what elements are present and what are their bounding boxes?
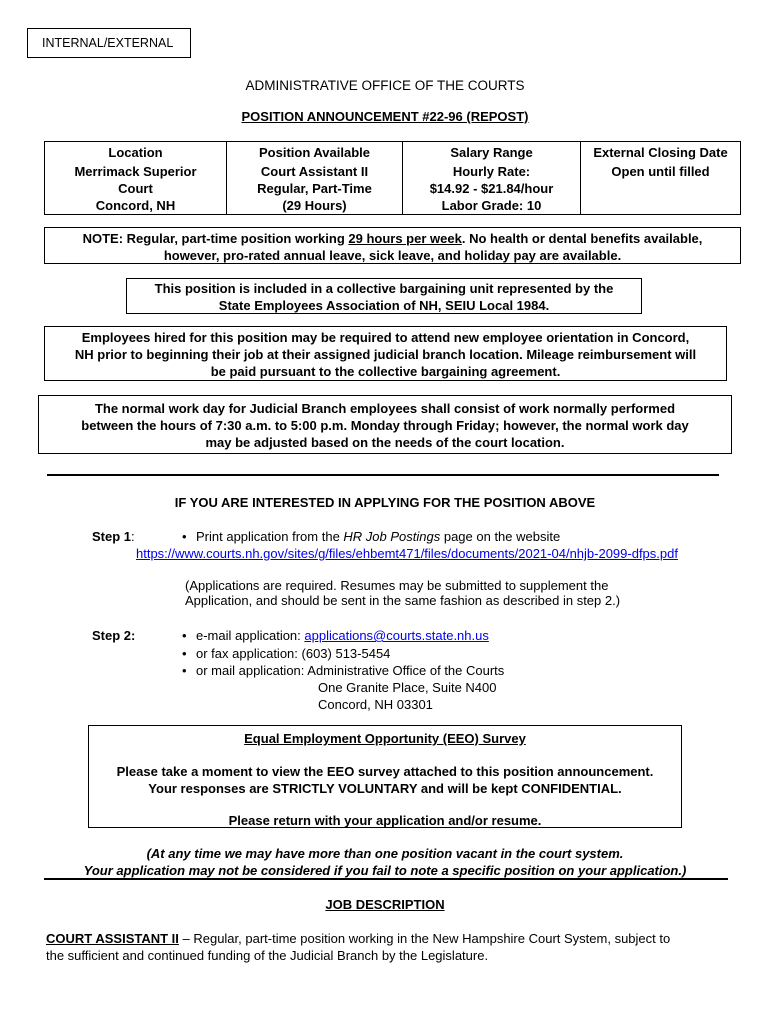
location-line-1: Merrimack Superior [74,164,197,179]
position-line-3: (29 Hours) [282,198,347,213]
position-line-1: Court Assistant II [260,164,369,179]
address-line-2: Concord, NH 03301 [318,697,433,712]
salary-line-2: $14.92 - $21.84/hour [429,181,554,196]
header-closing: External Closing Date [581,142,741,162]
hr-job-postings: HR Job Postings [343,529,441,544]
fax-bullet: • or fax application: (603) 513-5454 [196,646,390,661]
union-line-1: This position is included in a collective bargaining unit represented by the [154,281,614,296]
union-box [126,278,642,314]
vacancy-line-2: Your application may not be considered if you fail to note a specific position on your application.) [83,863,687,878]
step-1-bullet [196,529,560,544]
step-2-label: Step 2: [92,628,136,643]
union-line-2: State Employees Association of NH, SEIU Local 1984. [218,298,550,313]
workday-line-2: between the hours of 7:30 a.m. to 5:00 p.m. Monday through Friday; however, the normal work day [81,418,689,433]
step-1-note-line-2: Application, and should be sent in the same fashion as described in step 2.) [185,593,621,608]
apply-heading: IF YOU ARE INTERESTED IN APPLYING FOR THE POSITION ABOVE [174,495,596,510]
note-box [44,227,741,264]
header-salary: Salary Range [403,142,581,162]
note-hours: 29 hours per week [348,231,462,246]
mail-bullet: • or mail application: Administrative Office of the Courts [196,663,504,678]
position-info-table [44,141,741,215]
eeo-line-3: Please return with your application and/or resume. [228,813,542,828]
job-description-line-2: the sufficient and continued funding of the Judicial Branch by the Legislature. [46,948,489,963]
step-1-text-end: page on the website [440,529,561,544]
step-1-label-text: Step 1 [92,529,132,544]
step-1-note-line-1: (Applications are required. Resumes may be submitted to supplement the [185,578,609,593]
job-title: COURT ASSISTANT II [46,931,179,946]
vacancy-line-1: (At any time we may have more than one position vacant in the court system. [146,846,624,861]
eeo-line-2: Your responses are STRICTLY VOLUNTARY and will be kept CONFIDENTIAL. [148,781,622,796]
job-description-line-1 [46,930,736,947]
step-1-note [185,578,620,608]
step-1-label [92,529,135,544]
position-line-2: Regular, Part-Time [257,181,372,196]
salary-line-1: Hourly Rate: [452,164,531,179]
workday-line-3: may be adjusted based on the needs of the court location. [205,435,565,450]
office-title: ADMINISTRATIVE OFFICE OF THE COURTS [245,78,525,93]
workday-box [38,395,732,454]
eeo-box [88,725,682,828]
cell-location [45,161,227,215]
vacancy-divider [44,878,728,880]
email-bullet [196,628,489,643]
closing-line-1: Open until filled [611,164,710,179]
job-description-text [46,930,736,964]
orientation-line-2: NH prior to beginning their job at their assigned judicial branch location. Mileage reimbursement will [74,347,697,362]
orientation-line-3: be paid pursuant to the collective bargaining agreement. [210,364,561,379]
cell-closing [581,161,741,215]
email-link[interactable]: applications@courts.state.nh.us [304,628,489,643]
location-line-3: Concord, NH [95,198,176,213]
note-prefix: NOTE: Regular, part-time position working [82,231,349,246]
cell-position [227,161,403,215]
job-description-heading: JOB DESCRIPTION [325,897,445,912]
cell-salary [403,161,581,215]
note-line-2: however, pro-rated annual leave, sick leave, and holiday pay are available. [163,248,622,263]
vacancy-note [0,845,770,879]
address-line-1: One Granite Place, Suite N400 [318,680,497,695]
orientation-line-1: Employees hired for this position may be required to attend new employee orientation in Concord, [81,330,690,345]
email-prefix: e-mail application: [196,628,305,643]
header-position: Position Available [227,142,403,162]
note-suffix: . No health or dental benefits available, [461,231,703,246]
eeo-line-1: Please take a moment to view the EEO survey attached to this position announcement. [116,764,654,779]
section-divider [47,474,719,476]
step-1-text: Print application from the [196,529,344,544]
orientation-box [44,326,727,381]
location-line-2: Court [118,181,153,196]
announcement-title: POSITION ANNOUNCEMENT #22-96 (REPOST) [241,109,529,124]
step-1-colon: : [131,529,135,544]
eeo-title: Equal Employment Opportunity (EEO) Survey [244,731,526,746]
salary-line-3: Labor Grade: 10 [441,198,542,213]
job-description-part-1: – Regular, part-time position working in the New Hampshire Court System, subject to [178,931,671,946]
workday-line-1: The normal work day for Judicial Branch employees shall consist of work normally performed [94,401,676,416]
note-line-1 [45,230,740,247]
application-url-link[interactable]: https://www.courts.nh.gov/sites/g/files/ehbemt471/files/documents/2021-04/nhjb-2099-dfps.pdf [136,546,678,561]
internal-external-tag: INTERNAL/EXTERNAL [27,28,191,58]
header-location: Location [45,142,227,162]
